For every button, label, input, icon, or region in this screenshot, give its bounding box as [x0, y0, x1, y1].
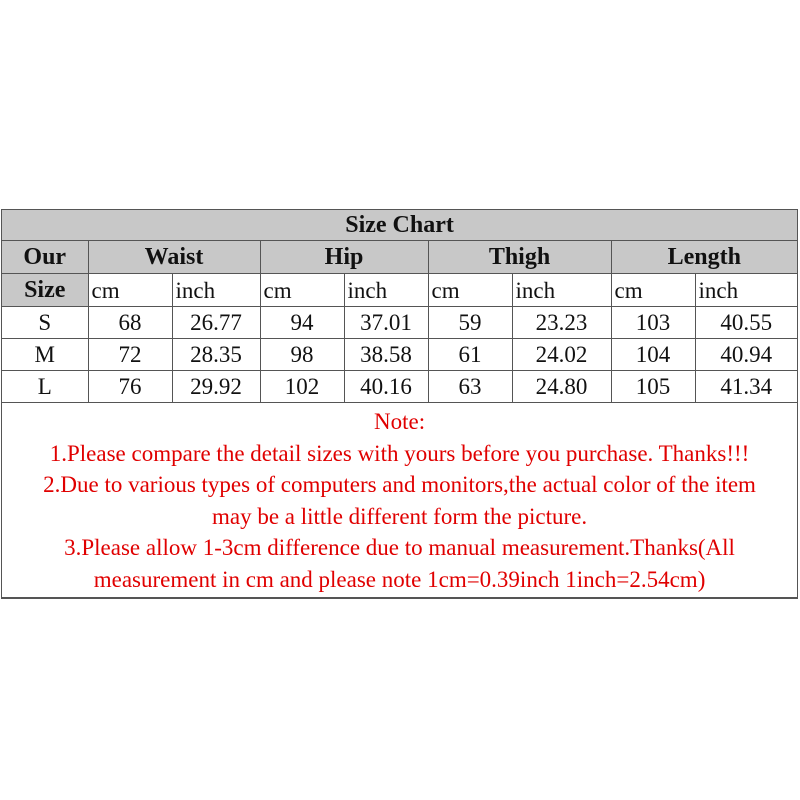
size-header-top: Our: [2, 241, 88, 274]
note-line: 1.Please compare the detail sizes with yours before you purchase. Thanks!!!: [49, 440, 750, 466]
value-cell: 98: [260, 339, 344, 371]
unit-cell: cm: [611, 274, 695, 307]
value-cell: 103: [611, 307, 695, 339]
value-cell: 40.55: [695, 307, 797, 339]
size-cell: L: [2, 371, 88, 403]
value-cell: 29.92: [172, 371, 260, 403]
value-cell: 104: [611, 339, 695, 371]
value-cell: 41.34: [695, 371, 797, 403]
header-row: [2, 241, 797, 274]
value-cell: 72: [88, 339, 172, 371]
table-row: [2, 339, 797, 371]
size-table: [2, 210, 797, 598]
table-row: [2, 307, 797, 339]
unit-cell: cm: [260, 274, 344, 307]
value-cell: 40.94: [695, 339, 797, 371]
size-cell: M: [2, 339, 88, 371]
value-cell: 76: [88, 371, 172, 403]
group-header-hip: Hip: [260, 241, 428, 274]
size-cell: S: [2, 307, 88, 339]
title-row: [2, 210, 797, 241]
unit-cell: cm: [428, 274, 512, 307]
group-header-length: Length: [611, 241, 797, 274]
value-cell: 40.16: [344, 371, 428, 403]
unit-cell: inch: [512, 274, 611, 307]
note-line: 2.Due to various types of computers and monitors,the actual color of the item: [43, 472, 756, 497]
value-cell: 28.35: [172, 339, 260, 371]
value-cell: 26.77: [172, 307, 260, 339]
value-cell: 68: [88, 307, 172, 339]
unit-cell: inch: [344, 274, 428, 307]
notes-block: [2, 403, 797, 598]
size-chart: [1, 209, 798, 599]
value-cell: 38.58: [344, 339, 428, 371]
notes-row: [2, 403, 797, 598]
note-line: may be a little different form the picture.: [211, 503, 588, 529]
value-cell: 24.80: [512, 371, 611, 403]
unit-cell: inch: [695, 274, 797, 307]
value-cell: 105: [611, 371, 695, 403]
value-cell: 59: [428, 307, 512, 339]
value-cell: 24.02: [512, 339, 611, 371]
note-line: 3.Please allow 1-3cm difference due to manual measurement.Thanks(All: [64, 535, 735, 560]
value-cell: 23.23: [512, 307, 611, 339]
group-header-thigh: Thigh: [428, 241, 611, 274]
note-heading: Note:: [373, 409, 426, 434]
table-row: [2, 371, 797, 403]
unit-cell: cm: [88, 274, 172, 307]
value-cell: 94: [260, 307, 344, 339]
value-cell: 102: [260, 371, 344, 403]
group-header-waist: Waist: [88, 241, 260, 274]
chart-title: Size Chart: [2, 210, 797, 241]
size-header-bottom: Size: [2, 274, 88, 307]
unit-cell: inch: [172, 274, 260, 307]
value-cell: 37.01: [344, 307, 428, 339]
note-line: measurement in cm and please note 1cm=0.39inch 1inch=2.54cm): [93, 566, 706, 592]
value-cell: 63: [428, 371, 512, 403]
unit-row: [2, 274, 797, 307]
value-cell: 61: [428, 339, 512, 371]
